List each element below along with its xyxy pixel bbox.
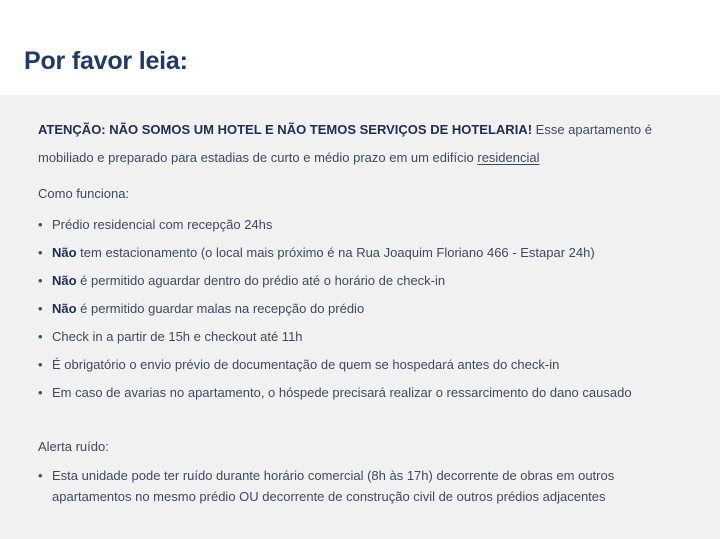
rules-list: [38, 211, 686, 407]
item-text: Esta unidade pode ter ruído durante horário comercial (8h às 17h) decorrente de obras em outros apartamentos no mesmo prédio OU decorrente de construção civil de outros prédios adjacentes: [52, 468, 615, 504]
item-text: tem estacionamento (o local mais próximo é na Rua Joaquim Floriano 466 - Estapar 24h): [76, 245, 595, 260]
item-text: Prédio residencial com recepção 24hs: [52, 217, 273, 232]
bullet-icon: •: [38, 329, 43, 344]
list-item: [38, 323, 686, 351]
item-bold-prefix: Não: [52, 245, 77, 260]
intro-underlined-text: residencial: [477, 150, 540, 165]
item-text: é permitido aguardar dentro do prédio até o horário de check-in: [76, 273, 446, 288]
list-item: [38, 295, 686, 323]
item-text: É obrigatório o envio prévio de documentação de quem se hospedará antes do check-in: [52, 357, 560, 372]
bullet-icon: •: [38, 217, 43, 232]
intro-paragraph: [38, 116, 680, 172]
intro-regular-text: Esse apartamento é mobiliado e preparado para estadias de curto e médio prazo em um edifício: [38, 122, 652, 165]
notice-panel: [0, 95, 720, 539]
list-item: [38, 211, 686, 239]
list-item: [38, 267, 686, 295]
noise-alert-list: [38, 461, 686, 507]
item-text: Em caso de avarias no apartamento, o hóspede precisará realizar o ressarcimento do dano causado: [52, 385, 632, 400]
section-heading-como-funciona: Como funciona:: [38, 186, 130, 201]
bullet-icon: •: [38, 273, 43, 288]
page-title: Por favor leia:: [24, 47, 188, 75]
bullet-icon: •: [38, 301, 43, 316]
list-item: [38, 379, 686, 407]
item-bold-prefix: Não: [52, 273, 77, 288]
bullet-icon: •: [38, 468, 43, 483]
list-item: [38, 351, 686, 379]
bullet-icon: •: [38, 245, 43, 260]
intro-bold-text: ATENÇÃO: NÃO SOMOS UM HOTEL E NÃO TEMOS SERVIÇOS DE HOTELARIA!: [38, 122, 533, 137]
list-item: [38, 239, 686, 267]
bullet-icon: •: [38, 385, 43, 400]
bullet-icon: •: [38, 357, 43, 372]
item-bold-prefix: Não: [52, 301, 77, 316]
list-item: [38, 461, 686, 507]
item-text: Check in a partir de 15h e checkout até 11h: [52, 329, 303, 344]
item-text: é permitido guardar malas na recepção do prédio: [76, 301, 365, 316]
section-heading-alerta-ruido: Alerta ruído:: [38, 439, 109, 454]
